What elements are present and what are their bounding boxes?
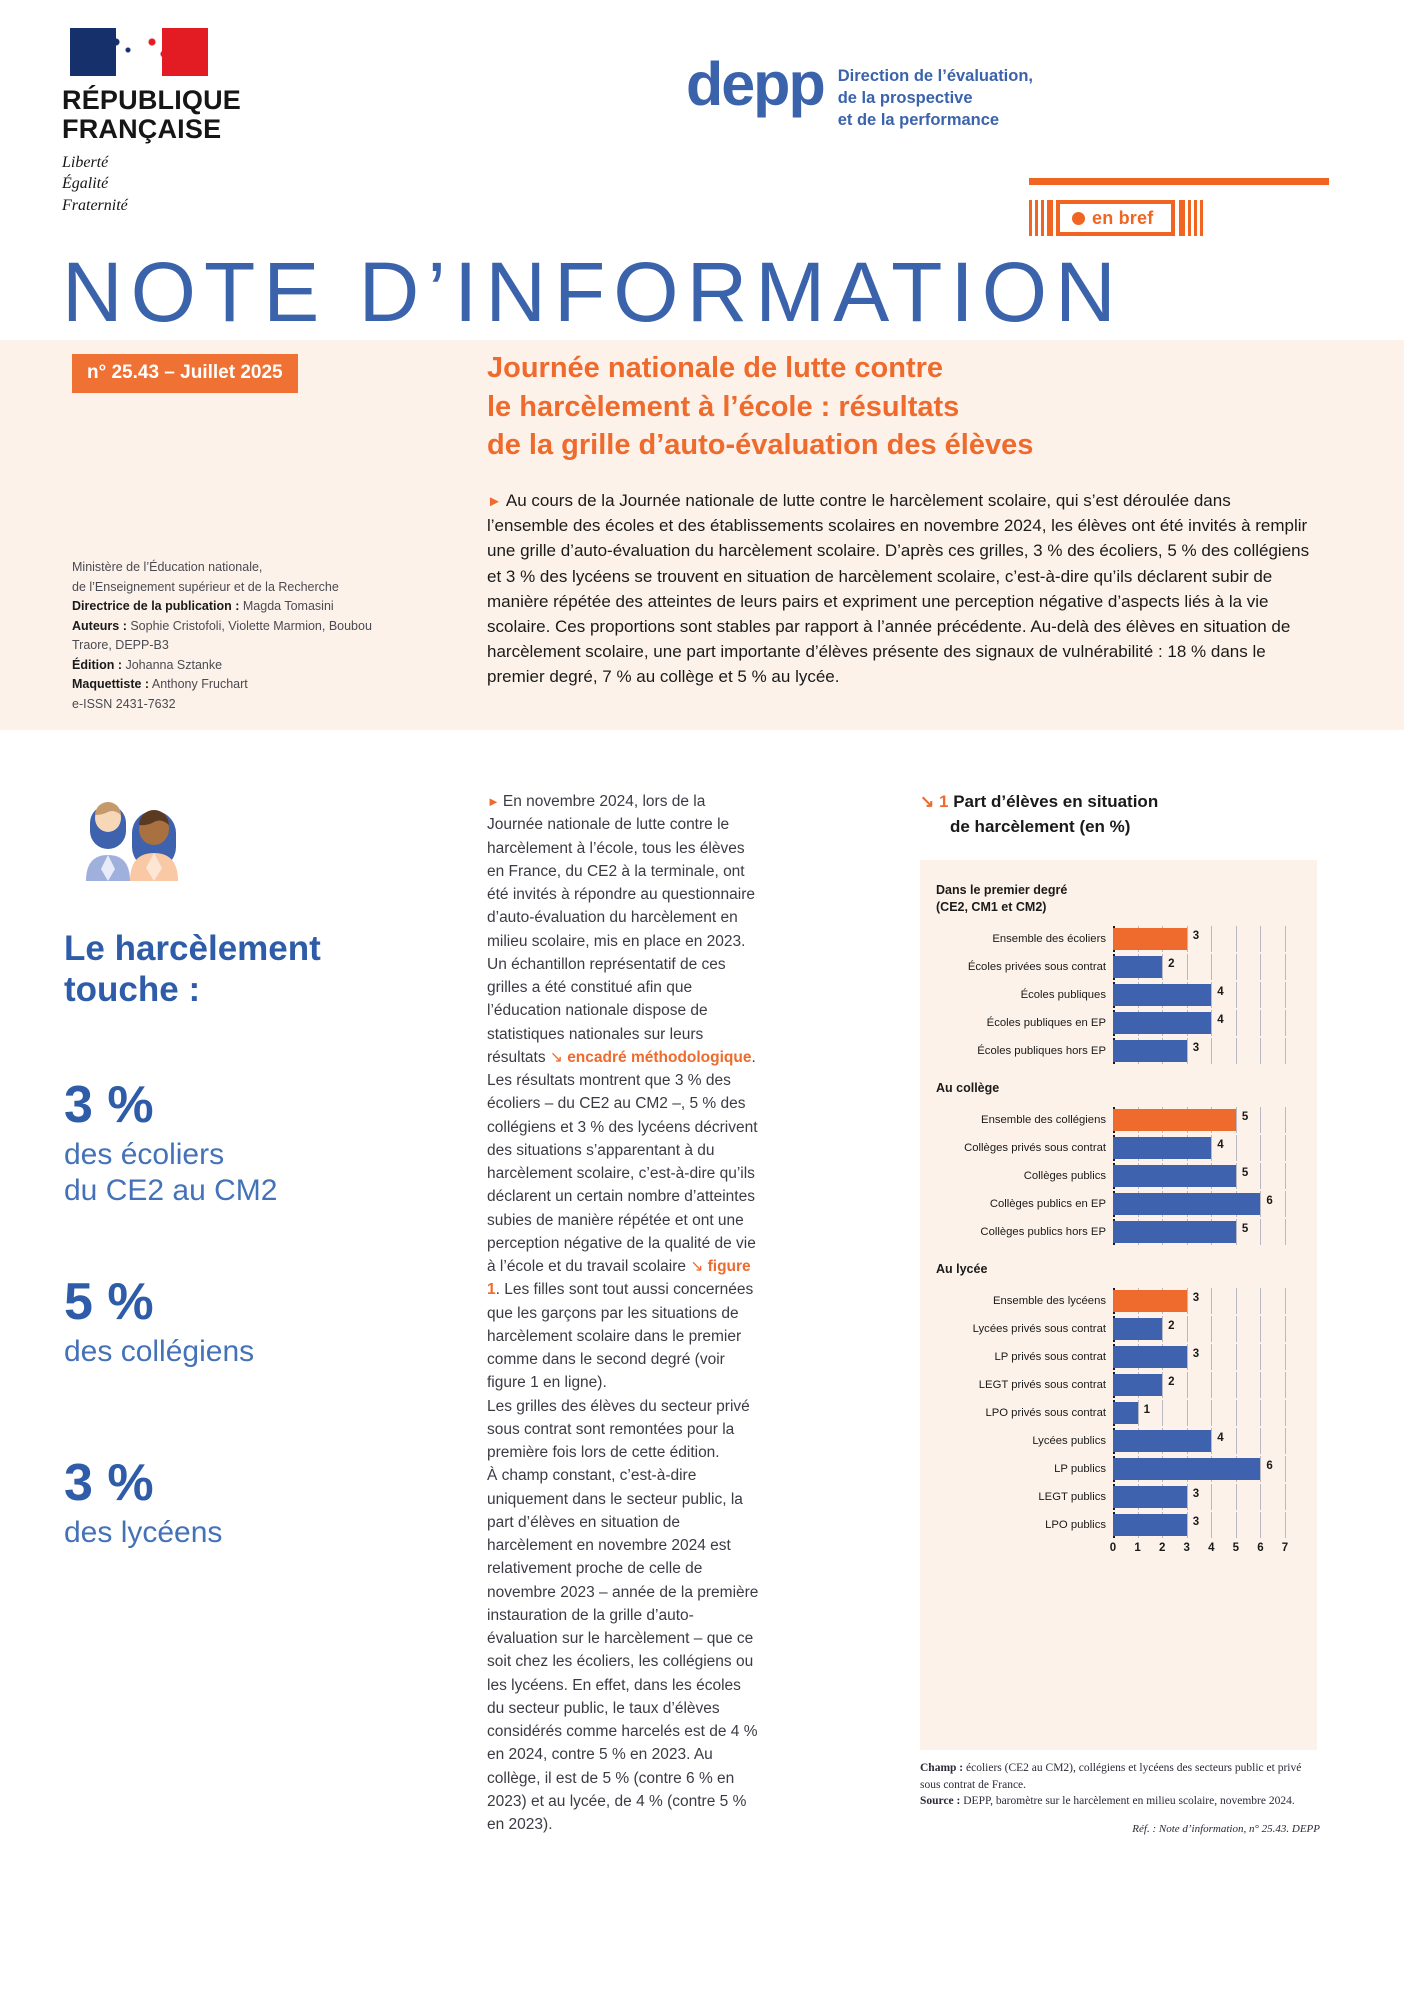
stat-ecoliers: [64, 1078, 404, 1209]
chart-row-plot: [1113, 982, 1285, 1008]
chart-row-plot: [1113, 1288, 1285, 1314]
chart-row-label: LPO privés sous contrat: [985, 1406, 1106, 1419]
body-paragraph-1: [487, 790, 759, 1395]
chart-row: [936, 1512, 1301, 1538]
body-p1-a: En novembre 2024, lors de la Journée nationale de lutte contre le harcèlement à l’école, tous les élèves en France, du CE2 à la terminale, ont été invités à répondre au questionnaire d’auto-évaluation du harcèlement en milieu scolaire, mis en place en 2023. Un échantillon représentatif de ces grilles a été constitué afin que l’éducation nationale dispose de statistiques nationales sur leurs résultats: [487, 793, 755, 1066]
chart-row: [936, 926, 1301, 952]
issue-badge: n° 25.43 – Juillet 2025: [72, 354, 298, 393]
chart-group-title: Au collège: [936, 1080, 1000, 1095]
chart-bar-value: 4: [1217, 1013, 1224, 1026]
chart-group-1: [936, 1080, 1301, 1245]
chart-bar-value: 3: [1192, 1347, 1200, 1360]
left-heading-line-1: Le harcèlement: [64, 929, 321, 968]
chart-row-label: LP publics: [1054, 1462, 1106, 1475]
chart-bar: [1113, 1514, 1187, 1536]
chart-bar: [1113, 928, 1187, 950]
link-encadre-label: encadré méthodologique: [567, 1048, 752, 1066]
body-p1-b: . Les résultats montrent que 3 % des écoliers – du CE2 au CM2 –, 5 % des collégiens et 3 % des lycéens décrivent des situations s’apparentant à du harcèlement scolaire, c’est-à-dire qu’ils déclarent un certain nombre d’atteintes subies de manière répétée et ont une perception négative de la qualité de vie à l’école et du travail scolaire: [487, 1048, 758, 1275]
chart-bar-value: 3: [1192, 1291, 1200, 1304]
authors-label: Auteurs :: [72, 618, 127, 633]
chart-row-plot: [1113, 1135, 1285, 1161]
chart-bar: [1113, 1040, 1187, 1062]
chart-group-0: [936, 882, 1301, 1064]
chart-row-label: Collèges publics en EP: [989, 1197, 1106, 1210]
director-value: Magda Tomasini: [239, 599, 334, 613]
chart-row-plot: [1113, 1400, 1285, 1426]
champ-text: écoliers (CE2 au CM2), collégiens et lycéens des secteurs public et privé sous contrat de France.: [920, 1762, 1302, 1791]
chart-bar-value: 5: [1241, 1222, 1249, 1235]
chart-row-plot: [1113, 1456, 1285, 1482]
stat-lyceens-label: des lycéens: [64, 1515, 223, 1549]
chart-row: [936, 1010, 1301, 1036]
body-paragraph-3: À champ constant, c’est-à-dire uniquement dans le secteur public, la part d’élèves en situation de harcèlement en novembre 2024 est relativement proche de celle de novembre 2023 – année de la première instauration de la grille d’auto-évaluation sur le harcèlement – que ce soit chez les écoliers, les collégiens ou les lycéens. En effet, dans les écoles du secteur public, le taux d’élèves considérés comme harcelés est de 4 % en 2024, contre 5 % en 2023. Au collège, il est de 5 % (contre 6 % en 2023) et au lycée, de 4 % (contre 5 % en 2023).: [487, 1467, 759, 1833]
chart-bar: [1113, 1193, 1260, 1215]
figure-arrow-icon: ↘: [920, 792, 935, 811]
chart-row: [936, 1428, 1301, 1454]
champ-note: [920, 1760, 1320, 1793]
chart-bar-value: 3: [1192, 1487, 1200, 1500]
depp-sub-line-2: de la prospective: [837, 88, 973, 107]
chart-bar: [1113, 1486, 1187, 1508]
article-subtitle: [487, 349, 1317, 465]
chart-bar: [1113, 1137, 1211, 1159]
arrow-icon: ↘: [549, 1048, 568, 1066]
chart-row-label: Écoles privées sous contrat: [967, 960, 1106, 973]
chart-row-label: Ensemble des collégiens: [981, 1113, 1106, 1126]
chart-bar: [1113, 1290, 1187, 1312]
chart-bar-value: 6: [1266, 1459, 1273, 1472]
chart-bar: [1113, 1430, 1211, 1452]
french-flag-icon: [70, 28, 222, 76]
chart-bar-value: 2: [1168, 1375, 1175, 1388]
stat-lyceens-value: 3 %: [64, 1454, 154, 1512]
chart-row-plot: [1113, 1107, 1285, 1133]
stat-collegiens-value: 5 %: [64, 1273, 154, 1331]
body-paragraph-2: Les grilles des élèves du secteur privé sous contrat sont remontées pour la première fois lors de cette édition.: [487, 1397, 750, 1461]
chart-row: [936, 1456, 1301, 1482]
chart-row-label: Écoles publiques: [1020, 988, 1106, 1001]
chart-row: [936, 954, 1301, 980]
republic-line-1: RÉPUBLIQUE: [62, 85, 242, 115]
chart-x-tick: 3: [1183, 1541, 1190, 1554]
orange-divider: [1029, 178, 1329, 185]
chart-row-label: LP privés sous contrat: [994, 1350, 1106, 1363]
chart-row: [936, 1219, 1301, 1245]
chart-row-label: LPO publics: [1045, 1518, 1106, 1531]
chart-row-plot: [1113, 1219, 1285, 1245]
source-text: DEPP, baromètre sur le harcèlement en milieu scolaire, novembre 2024.: [960, 1795, 1295, 1808]
chart-bar-value: 5: [1241, 1166, 1249, 1179]
chart-bar: [1113, 1318, 1162, 1340]
stat-ecoliers-label-1: des écoliers: [64, 1137, 225, 1171]
stat-lyceens: [64, 1456, 404, 1551]
figure-notes: [920, 1760, 1320, 1838]
chart-row-label: Collèges privés sous contrat: [964, 1141, 1106, 1154]
republic-line-2: FRANÇAISE: [62, 113, 222, 144]
chart-bar: [1113, 1402, 1138, 1424]
chart-bar-value: 5: [1241, 1110, 1249, 1123]
body-p1-c: . Les filles sont tout aussi concernées que les garçons par les situations de harcèlement scolaire dans le premier comme dans le second degré: [487, 1281, 754, 1368]
chart-row-plot: [1113, 1344, 1285, 1370]
figure-title-line-1: Part d’élèves en situation: [953, 792, 1159, 811]
director-label: Directrice de la publication :: [72, 599, 240, 613]
motto-egalite: Égalité: [62, 175, 109, 193]
depp-subtitle: [838, 66, 1033, 132]
chart-row-label: Collèges publics hors EP: [980, 1225, 1106, 1238]
chart-bar: [1113, 984, 1211, 1006]
source-note: [920, 1793, 1320, 1810]
republic-name: [62, 86, 292, 144]
chart-row-plot: [1113, 1010, 1285, 1036]
chart-row-label: Collèges publics: [1023, 1169, 1106, 1182]
chart-row: [936, 1163, 1301, 1189]
chart-row-plot: [1113, 954, 1285, 980]
chart-bar: [1113, 1458, 1260, 1480]
chart-row: [936, 1372, 1301, 1398]
reference-note: Réf. : Note d’information, n° 25.43. DEPP: [1132, 1823, 1320, 1836]
decorative-bars-left: [1029, 200, 1056, 236]
edition-value: Johanna Sztanke: [122, 657, 223, 672]
chart-group-title: Dans le premier degré (CE2, CM1 et CM2): [936, 883, 1068, 914]
depp-sub-line-3: et de la performance: [837, 110, 1000, 129]
left-heading: [64, 928, 394, 1011]
ministry-line-2: de l’Enseignement supérieur et de la Recherche: [72, 579, 339, 594]
republic-motto: [62, 152, 292, 216]
triangle-bullet-icon: ►: [487, 493, 502, 510]
page-title: NOTE D’INFORMATION: [62, 245, 1124, 339]
chart-row-label: Ensemble des lycéens: [992, 1294, 1106, 1307]
chart-group-2: [936, 1261, 1301, 1558]
chart-x-tick: 7: [1281, 1541, 1289, 1554]
chart-row-plot: [1113, 1038, 1285, 1064]
decorative-bars-right: [1175, 200, 1206, 236]
depp-wordmark: depp: [686, 50, 824, 118]
chart-bar-value: 4: [1217, 1138, 1224, 1151]
abstract-text: Au cours de la Journée nationale de lutte contre le harcèlement scolaire, qui s’est déroulée dans l’ensemble des écoles et des établissements scolaires en novembre 2024, les élèves ont été invités à remplir une grille d’auto-évaluation du harcèlement scolaire. D’après ces grilles, 3 % des écoliers, 5 % des collégiens et 3 % des lycéens se trouvent en situation de harcèlement scolaire, c’est-à-dire qu’ils déclarent subir de manière répétée des atteintes de leurs pairs et expriment une perception négative d’aspects liés à la vie scolaire. Ces proportions sont stables par rapport à l’année précédente. Au-delà des élèves en situation de harcèlement scolaire, une part importante d’élèves présente des signaux de vulnérabilité : 18 % dans le premier degré, 7 % au collège et 5 % au lycée.: [487, 491, 1310, 687]
chart-row: [936, 982, 1301, 1008]
chart-row: [936, 1288, 1301, 1314]
chart-row: [936, 1191, 1301, 1217]
chart-bar: [1113, 1221, 1236, 1243]
chart-x-tick: 1: [1134, 1541, 1141, 1554]
subtitle-line-1: Journée nationale de lutte contre: [487, 352, 944, 384]
chart-bar: [1113, 1165, 1236, 1187]
depp-sub-line-1: Direction de l’évaluation,: [837, 67, 1034, 85]
chart-bar-value: 4: [1217, 1431, 1224, 1444]
figure-title: [920, 790, 1320, 839]
chart-row-plot: [1113, 1163, 1285, 1189]
edition-label: Édition :: [72, 657, 122, 672]
chart-bar-value: 2: [1168, 957, 1175, 970]
body-p1-d: (voir figure 1 en ligne).: [487, 1351, 725, 1392]
arrow-icon: ↘: [690, 1258, 708, 1275]
chart-x-tick: 6: [1257, 1541, 1264, 1554]
chart-row-label: LEGT privés sous contrat: [978, 1378, 1106, 1391]
chart-row: [936, 1107, 1301, 1133]
chart-row: [936, 1400, 1301, 1426]
republique-francaise-logo: [62, 28, 292, 216]
chart-row-plot: [1113, 1191, 1285, 1217]
chart-bar-value: 4: [1217, 985, 1224, 998]
subtitle-line-3: de la grille d’auto-évaluation des élèves: [487, 429, 1034, 462]
chart-row-plot: [1113, 1484, 1285, 1510]
chart-row-plot: [1113, 1316, 1285, 1342]
chart-row: [936, 1038, 1301, 1064]
chart-row-label: Ensemble des écoliers: [992, 932, 1106, 945]
stat-collegiens: [64, 1275, 404, 1370]
motto-fraternite: Fraternité: [62, 196, 128, 214]
credits-block: [72, 558, 402, 714]
body-column: [487, 790, 759, 1836]
two-students-icon: [72, 785, 194, 881]
stat-ecoliers-label-2: du CE2 au CM2: [64, 1173, 278, 1207]
chart-row-label: Lycées publics: [1032, 1434, 1106, 1447]
bullet-dot-icon: [1072, 212, 1085, 225]
abstract-paragraph: [487, 488, 1315, 689]
issn: e-ISSN 2431-7632: [72, 696, 176, 711]
ministry-line-1: Ministère de l’Éducation nationale,: [72, 560, 263, 574]
layout-label: Maquettiste :: [72, 677, 150, 691]
chart-row-label: Lycées privés sous contrat: [972, 1322, 1106, 1335]
authors-value: Sophie Cristofoli, Violette Marmion, Boubou Traore, DEPP-B3: [72, 618, 372, 652]
chart-x-tick: 4: [1208, 1541, 1215, 1554]
chart-x-tick: 5: [1232, 1541, 1240, 1554]
triangle-bullet-icon: ►: [487, 794, 500, 809]
chart-bar-value: 6: [1266, 1194, 1273, 1207]
figure-title-line-2: de harcèlement (en %): [950, 816, 1131, 836]
chart-row-plot: [1113, 1372, 1285, 1398]
stat-ecoliers-value: 3 %: [64, 1076, 154, 1134]
chart-row-plot: [1113, 1428, 1285, 1454]
depp-logo-block: [686, 50, 1034, 132]
subtitle-line-2: le harcèlement à l’école : résultats: [487, 390, 960, 423]
chart-bar: [1113, 1109, 1236, 1131]
left-heading-line-2: touche :: [64, 970, 201, 1010]
chart-row-plot: [1113, 1512, 1285, 1538]
chart-row: [936, 1344, 1301, 1370]
en-bref-badge: [1029, 200, 1206, 236]
figure-number: 1: [938, 792, 949, 811]
chart-bar-value: 3: [1192, 1515, 1200, 1528]
en-bref-box: [1056, 200, 1175, 236]
bar-chart: [920, 860, 1317, 1750]
link-encadre-methodologique[interactable]: [550, 1049, 752, 1066]
stat-ecoliers-label: [64, 1137, 404, 1209]
en-bref-label: en bref: [1092, 207, 1154, 228]
source-label: Source :: [920, 1795, 961, 1808]
chart-x-tick: 2: [1158, 1541, 1166, 1554]
chart-row-label: LEGT publics: [1038, 1490, 1106, 1503]
stat-collegiens-label: des collégiens: [64, 1334, 255, 1368]
chart-row-plot: [1113, 926, 1285, 952]
link-figure-label: figure 1: [487, 1258, 751, 1299]
chart-bar: [1113, 1346, 1187, 1368]
chart-row: [936, 1484, 1301, 1510]
chart-row-label: Écoles publiques hors EP: [977, 1044, 1106, 1057]
layout-value: Anthony Fruchart: [149, 677, 248, 691]
chart-row: [936, 1135, 1301, 1161]
chart-bar: [1113, 1012, 1211, 1034]
chart-bar: [1113, 956, 1162, 978]
chart-bar-value: 3: [1192, 929, 1200, 942]
chart-group-title: Au lycée: [936, 1261, 988, 1276]
motto-liberte: Liberté: [62, 153, 109, 171]
chart-bar: [1113, 1374, 1162, 1396]
chart-x-tick: 0: [1109, 1541, 1117, 1554]
chart-bar-value: 1: [1143, 1403, 1150, 1416]
champ-label: Champ :: [920, 1762, 964, 1774]
chart-bar-value: 2: [1168, 1319, 1175, 1332]
chart-row-label: Écoles publiques en EP: [986, 1016, 1106, 1029]
chart-row: [936, 1316, 1301, 1342]
gridlines: [1113, 1400, 1285, 1426]
chart-bar-value: 3: [1192, 1041, 1200, 1054]
chart-x-axis: [1109, 1540, 1289, 1558]
